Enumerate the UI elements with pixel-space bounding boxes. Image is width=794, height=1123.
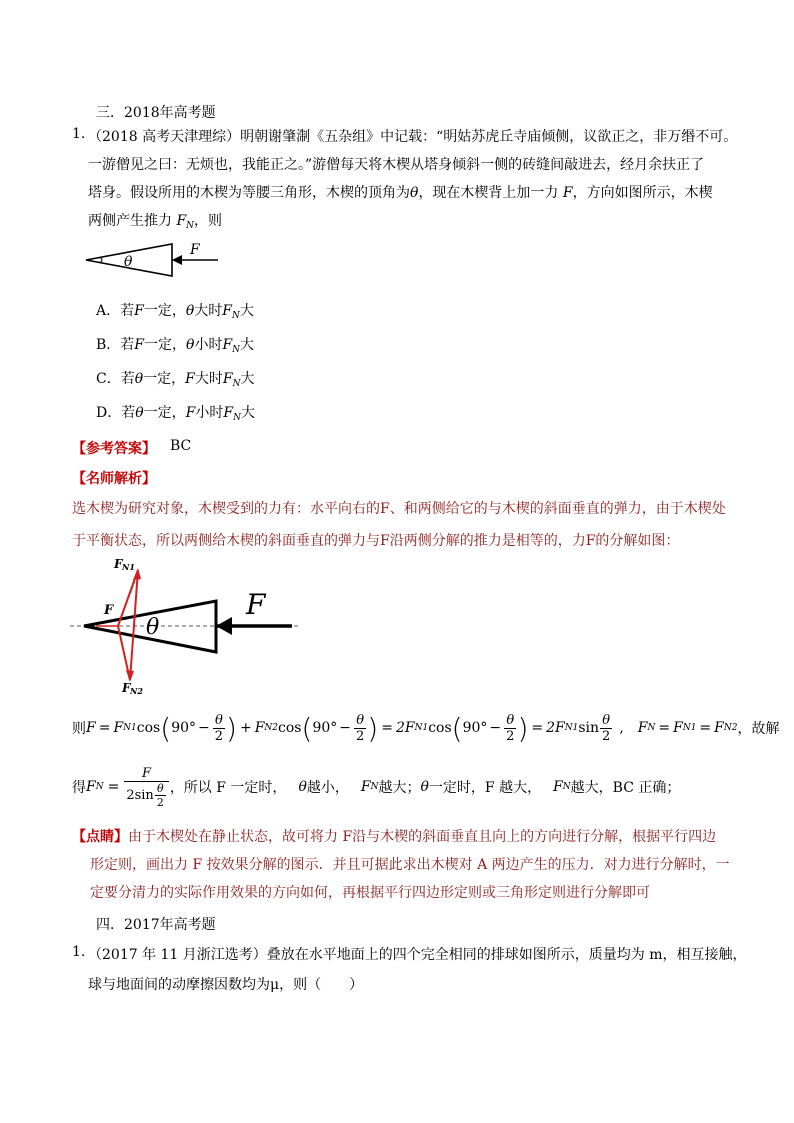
question-line-4-text-b: ，则	[194, 213, 223, 229]
wedge-angle-arc	[100, 258, 102, 263]
eq2-text-2: 越小，	[306, 780, 349, 796]
option-c-label: C．若	[96, 371, 135, 387]
eq2-text-4: 一定时，F 越大，	[428, 780, 542, 796]
eq1-lparen: (	[160, 711, 172, 745]
option-b-sub: N	[232, 345, 241, 355]
option-a-fn: F	[222, 303, 232, 319]
eq2-fn-2-sub: N	[370, 782, 379, 792]
option-c-tail: 大	[240, 371, 255, 387]
analysis-label: 【名师解析】	[72, 471, 156, 487]
fn1-label-sub: N1	[122, 562, 135, 572]
question-line-1: （2018 高考天津理综）明朝谢肇淛《五杂组》中记载：“明姑苏虎丘寺庙倾侧，议欲正之，非万缗不可。	[88, 129, 738, 145]
eq1-2fn1: 2F	[395, 720, 415, 736]
option-c-sub: N	[232, 379, 241, 389]
option-b-fn: F	[222, 337, 233, 353]
wedge-figure	[82, 240, 222, 280]
question-2-line-2: 球与地面间的动摩擦因数均为μ，则（ ）	[88, 977, 364, 993]
analysis-line-2: 于平衡状态，所以两侧给木楔的斜面垂直的弹力与F沿两侧分解的推力是相等的，力F的分解如图：	[72, 533, 680, 549]
eq2-inner-num: θ	[155, 782, 166, 796]
eq1-2fn1-sub: N1	[414, 723, 429, 733]
option-d	[96, 402, 255, 423]
option-d-end: 小时	[195, 405, 224, 421]
eq1-cos-3: cos	[428, 720, 452, 736]
eq2-den-text: 2sin	[126, 787, 154, 803]
option-a-label: A．若	[96, 303, 135, 319]
option-b-label: B．若	[96, 337, 135, 353]
dianjing-line-3: 定要分清力的实际作用效果的方向如何，再根据平行四边形定则或三角形定则进行分解即可	[90, 885, 650, 901]
eq2-text-1: ，所以 F 一定时，	[169, 780, 287, 796]
option-b-var2: θ	[186, 337, 195, 353]
eq1-prefix: 则	[72, 721, 86, 737]
fn-subscript: N	[186, 221, 195, 231]
eq1-F: F	[86, 720, 96, 736]
dianjing-line-1	[72, 826, 716, 846]
question-number: 1.	[72, 126, 86, 142]
eq1-ninety-2: 90°	[312, 720, 338, 736]
dianjing-label: 【点睛】	[72, 829, 128, 845]
force-decomposition-figure	[70, 556, 302, 701]
eq1-suffix: ，故解	[737, 721, 780, 737]
option-c-var1: θ	[134, 371, 144, 387]
eq1-rparen-2: )	[367, 711, 379, 745]
option-c-end: 大时	[194, 371, 223, 387]
wedge-force-label: F	[190, 242, 200, 258]
eq1-fn1: F	[113, 720, 124, 736]
eq1-fn1-sub: N1	[123, 723, 137, 733]
eq1-frac-2	[354, 713, 366, 744]
option-b-mid: 一定，	[144, 337, 187, 353]
option-a-var2: θ	[185, 303, 195, 319]
eq2-fn-sub: N	[95, 782, 104, 792]
eq1-fn2: F	[254, 720, 265, 736]
eq1-2fn1-b-sub: N1	[564, 723, 579, 733]
option-d-fn: F	[223, 405, 234, 421]
option-d-sub: N	[233, 413, 241, 423]
fn2-label: F	[122, 681, 131, 695]
force-arrow-head	[172, 255, 182, 265]
eq1-fn: F	[637, 720, 648, 736]
dianjing-line-2: 形定则，画出力 F 按效果分解的图示．并且可据此求出木楔对 A 两边产生的压力．对力进行分解时，一	[90, 857, 730, 873]
eq2-frac-den	[124, 782, 168, 809]
big-force-label: F	[246, 588, 266, 621]
question-line-4-text: 两侧产生推力	[88, 213, 177, 229]
eq1-frac-4	[600, 713, 612, 744]
question-line-3-text: 塔身。假设所用的木楔为等腰三角形，木楔的顶角为	[88, 185, 410, 201]
question-line-3-text-b: ，现在木楔背上加一力	[418, 185, 563, 201]
option-c-var2: F	[185, 371, 195, 387]
eq1-2fn1-b: 2F	[546, 720, 565, 736]
eq1-frac-1	[213, 713, 225, 744]
wedge-theta-label: θ	[124, 254, 133, 270]
fn1-label: F	[114, 557, 123, 571]
small-force-label: F	[104, 603, 114, 618]
eq2-prefix: 得	[72, 780, 86, 796]
eq2-text-3: 越大；	[378, 780, 421, 796]
option-c-fn: F	[222, 371, 233, 387]
question-line-3	[88, 182, 713, 202]
eq1-cos: cos	[136, 720, 161, 736]
eq1-minus-2: −	[339, 720, 351, 736]
eq1-rparen: )	[226, 711, 237, 745]
option-d-var1: θ	[135, 405, 144, 421]
question-2-number: 1.	[72, 944, 86, 960]
question-line-4	[88, 210, 222, 231]
eq1-ninety: 90°	[171, 720, 197, 736]
eq1-frac-1-num: θ	[213, 713, 225, 729]
option-a-var1: F	[134, 303, 144, 319]
eq2-fn-2: F	[360, 779, 371, 795]
question-line-3-text-c: ，方向如图所示，木楔	[572, 185, 713, 201]
option-d-var2: F	[185, 405, 196, 421]
fn-symbol: F	[176, 213, 187, 229]
eq1-cos-2: cos	[278, 720, 302, 736]
section-heading-2018: 三．2018年高考题	[96, 105, 216, 121]
equation-2: 得 F N = F 2sin $\frac{\theta}{2}$ ，所以 F 一定时， θ 越小， F N 越大； θ 一定时，F 越大， F N 越大，BC 正确；	[72, 765, 681, 809]
option-c	[96, 368, 254, 389]
eq1-ninety-3: 90°	[462, 720, 488, 736]
eq1-lparen-3: (	[451, 711, 463, 745]
eq1-fn1-b: F	[673, 720, 683, 736]
option-a-tail: 大	[239, 303, 254, 319]
eq2-fn-3-sub: N	[562, 782, 571, 792]
eq1-equals-2: =	[381, 720, 393, 736]
option-d-label: D．若	[96, 405, 136, 421]
answer-label: 【参考答案】	[72, 441, 156, 457]
option-a-end: 大时	[194, 303, 223, 319]
option-b	[96, 334, 254, 355]
fn2-label-sub: N2	[130, 686, 143, 696]
question-2-line-1: （2017 年 11 月浙江选考）叠放在水平地面上的四个完全相同的排球如图所示，质量均为 m，相互接触，	[88, 947, 747, 963]
question-line-2: 一游僧见之曰：无烦也，我能正之。”游僧每天将木楔从塔身倾斜一侧的砖缝间敲进去，经月余扶正了	[88, 157, 705, 173]
section-heading-2017: 四．2017年高考题	[96, 917, 216, 933]
eq1-fn1-b-sub: N1	[682, 723, 697, 733]
eq2-frac-num: F	[124, 766, 168, 782]
eq1-lparen-2: (	[301, 711, 313, 745]
eq2-frac	[124, 766, 168, 809]
eq1-equals-3: =	[531, 720, 544, 736]
eq2-fn: F	[86, 779, 96, 795]
eq1-rparen-3: )	[517, 711, 529, 745]
eq2-inner-den: 2	[156, 795, 164, 809]
big-force-arrow-head	[216, 617, 232, 635]
eq2-theta-2: θ	[420, 779, 429, 795]
option-a-sub: N	[232, 311, 240, 321]
eq1-fn2-b-sub: N2	[723, 723, 738, 733]
eq1-frac-3	[504, 713, 516, 744]
eq1-frac-3-den: 2	[506, 728, 515, 744]
option-b-end: 小时	[194, 337, 223, 353]
eq1-fn2-sub: N2	[264, 723, 279, 733]
eq1-minus-3: −	[489, 720, 502, 736]
option-d-tail: 大	[240, 405, 255, 421]
eq1-frac-4-den: 2	[602, 728, 611, 744]
eq2-fn-3: F	[553, 779, 563, 795]
eq1-frac-3-num: θ	[504, 713, 516, 729]
eq1-plus: +	[239, 720, 252, 736]
fig2-theta-label: θ	[146, 615, 160, 640]
eq1-minus: −	[198, 720, 210, 736]
analysis-line-1: 选木楔为研究对象，木楔受到的力有：水平向右的F、和两侧给它的与木楔的斜面垂直的弹力，由于木楔处	[72, 501, 726, 517]
option-a-mid: 一定，	[143, 303, 186, 319]
eq1-fn-sub: N	[647, 723, 656, 733]
theta-symbol: θ	[410, 185, 419, 201]
force-symbol: F	[562, 185, 573, 201]
eq1-sin: sin	[578, 720, 600, 736]
option-d-mid: 一定，	[143, 405, 186, 421]
option-b-var1: F	[134, 337, 145, 353]
eq1-equals-4: =	[658, 720, 671, 736]
answer-value: BC	[170, 438, 192, 454]
option-a	[96, 300, 254, 321]
option-c-mid: 一定，	[143, 371, 186, 387]
eq1-equals-5: =	[699, 720, 712, 736]
equation-1: 则 F = F N1 cos ( 90° − $\frac{\theta}{2}$ ) + F N2 cos ( 90° − $\frac{\theta}{2}$ ) = 2F N1 cos ( 90° − $\frac{\theta}{2}$ ) = 2F N1 sin $\frac{\theta}{2}$ , F N = F N1 = F N2 ，故解	[72, 711, 780, 745]
dianjing-text-1: 由于木楔处在静止状态，故可将力 F沿与木楔的斜面垂直且向上的方向进行分解，根据平行四边	[128, 829, 717, 845]
option-b-tail: 大	[240, 337, 255, 353]
eq1-frac-2-num: θ	[354, 713, 366, 729]
eq1-frac-2-den: 2	[356, 728, 365, 744]
eq2-text-5: 越大，BC 正确；	[570, 780, 681, 796]
eq1-frac-4-num: θ	[600, 713, 612, 729]
eq1-frac-1-den: 2	[214, 728, 224, 744]
eq2-theta-1: θ	[298, 779, 307, 795]
eq1-equals: =	[98, 720, 111, 736]
eq1-fn2-b: F	[714, 720, 724, 736]
